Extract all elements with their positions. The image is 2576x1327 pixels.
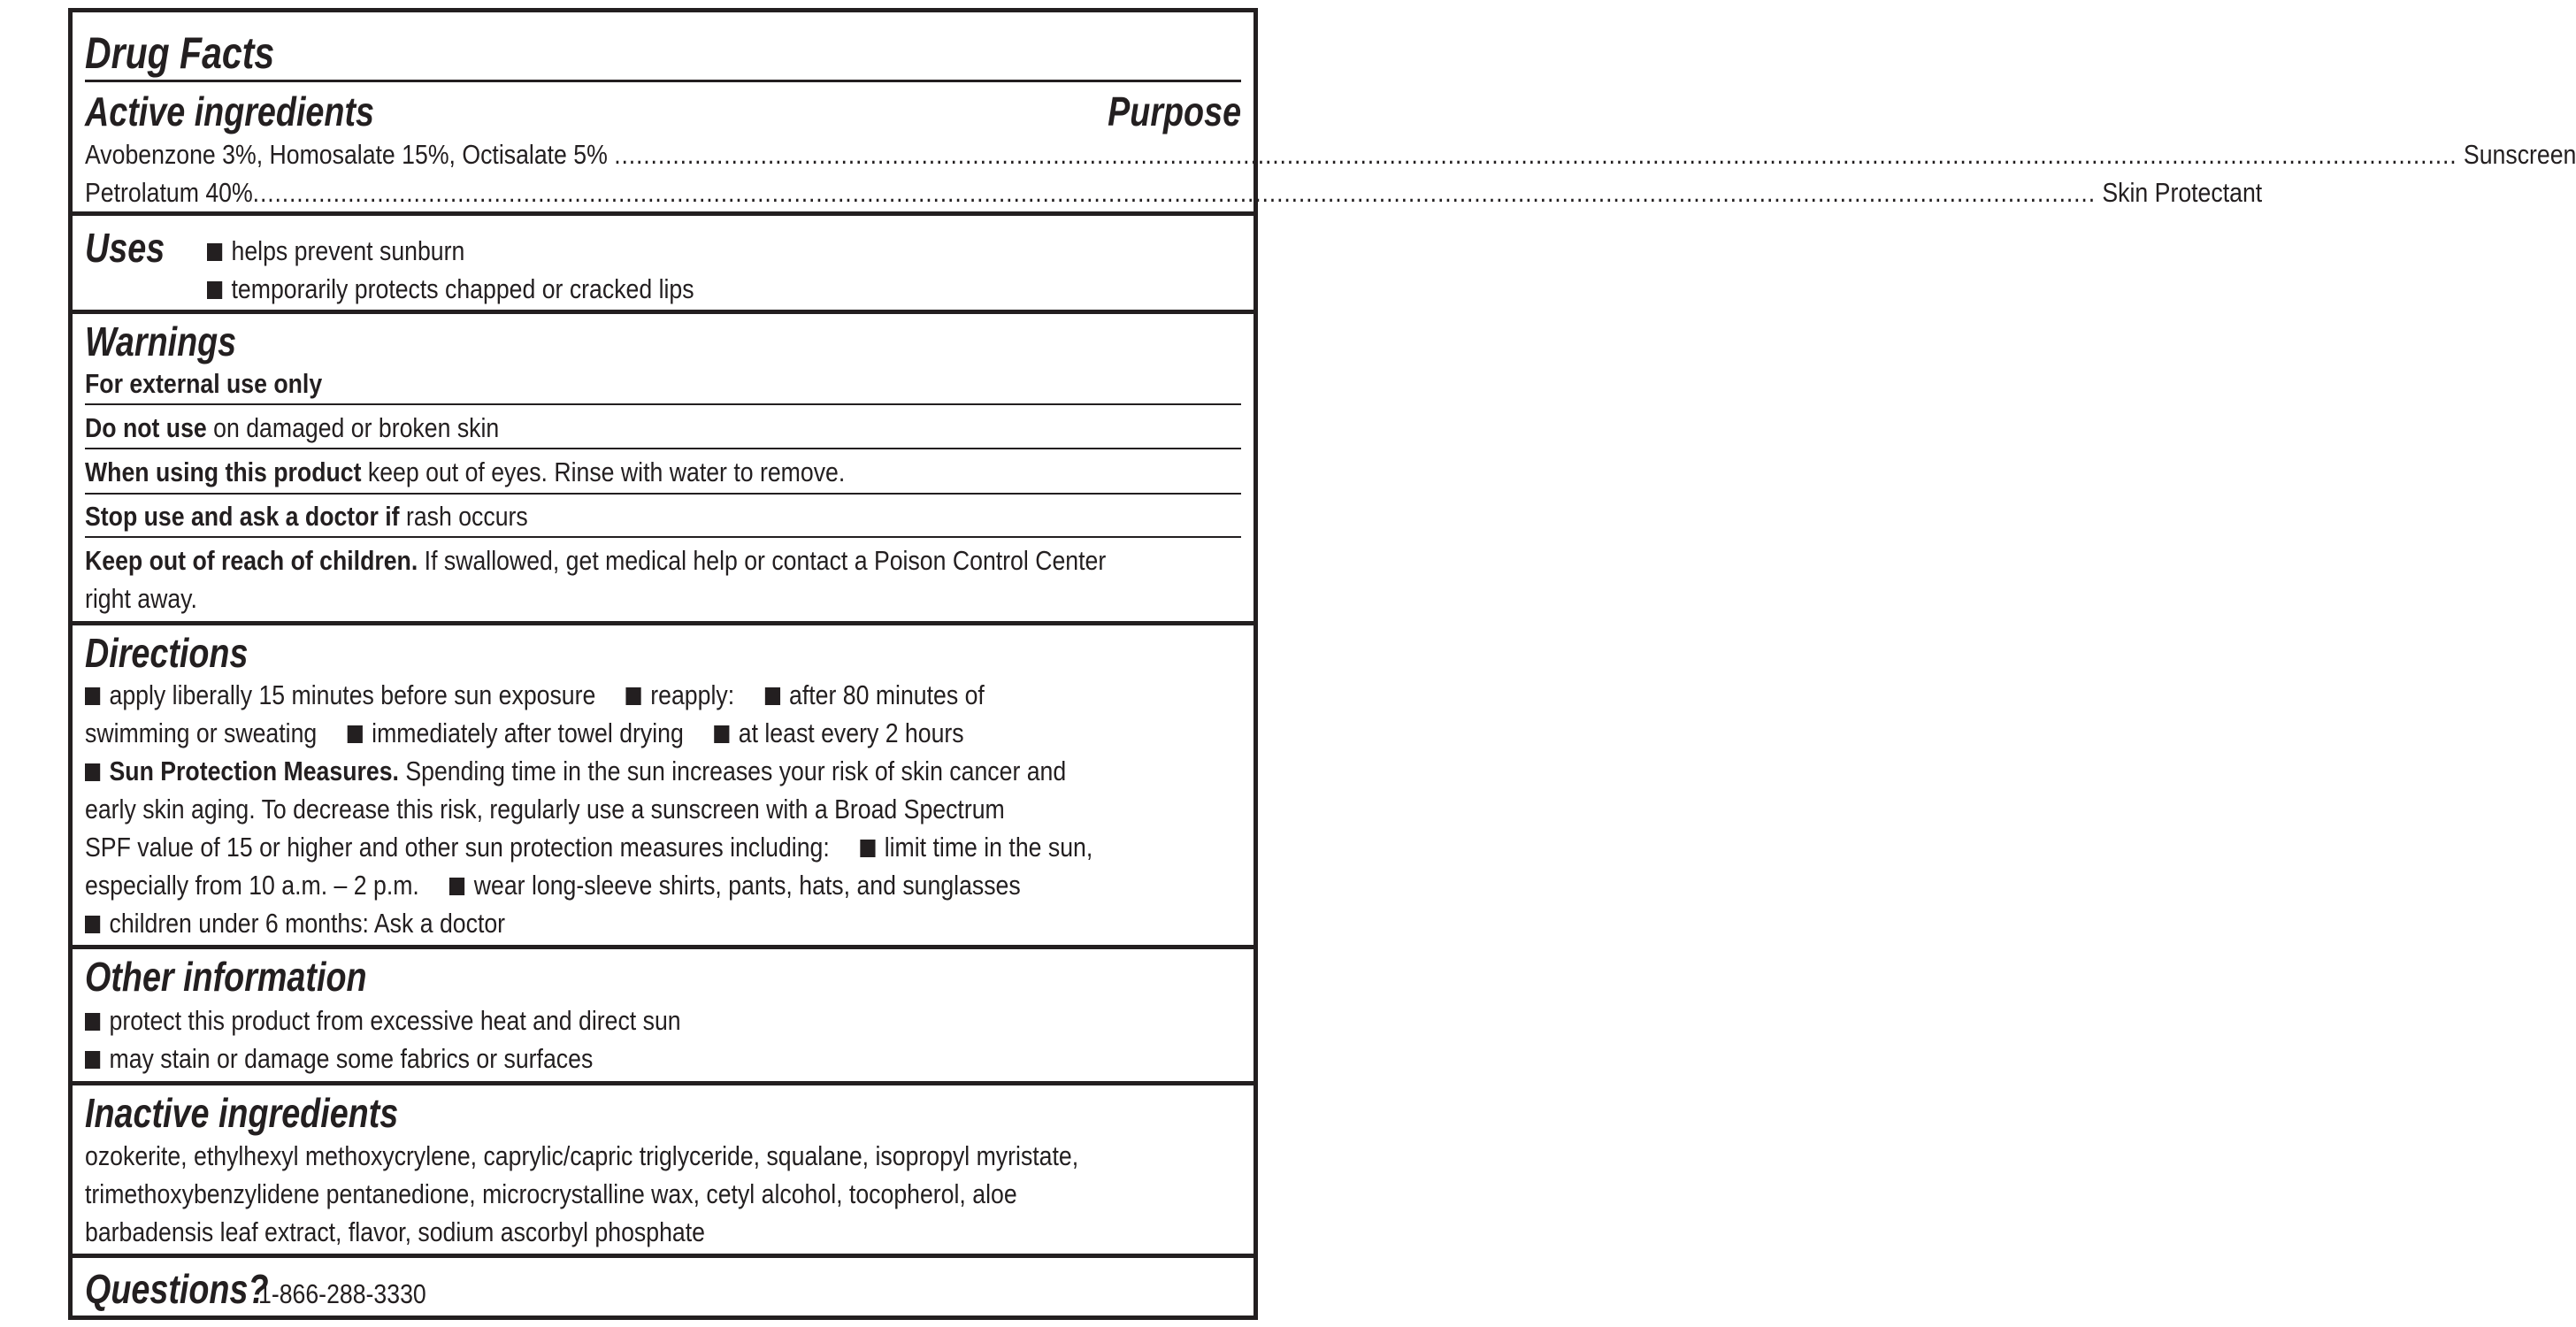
directions-heading: Directions [85, 630, 249, 676]
warning-external: For external use only [85, 368, 323, 399]
warning-keep-out: Keep out of reach of children. If swallowed, get medical help or contact a Poison Control Center right away. [85, 545, 1107, 614]
warning-when-using: When using this product keep out of eyes. Rinse with water to remove. [85, 456, 846, 487]
section-divider [73, 945, 1254, 949]
drug-facts-title: Drug Facts [85, 28, 275, 78]
title-row [85, 30, 1241, 76]
warnings-heading-row [85, 318, 1241, 364]
bullet-square-icon [714, 725, 729, 743]
warning-rule [85, 403, 1241, 405]
warning-rule [85, 493, 1241, 495]
uses-item-1: helps prevent sunburn [207, 232, 1241, 270]
section-divider [73, 211, 1254, 216]
active-row-2 [85, 173, 2263, 211]
drug-facts-panel [68, 8, 2576, 1320]
bullet-square-icon [765, 687, 780, 705]
other-information-heading: Other information [85, 954, 367, 1000]
inactive-ingredients-heading: Inactive ingredients [85, 1090, 399, 1136]
bullet-square-icon [85, 916, 100, 933]
purpose-heading: Purpose [1108, 88, 1241, 134]
section-divider [73, 310, 1254, 314]
other-items: protect this product from excessive heat and direct sun may stain or damage some fabrics or surfaces [85, 1001, 1241, 1078]
phone-number[interactable]: 1-866-288-3330 [258, 1278, 426, 1309]
warning-do-not-use: Do not use on damaged or broken skin [85, 412, 500, 443]
bullet-square-icon [85, 763, 100, 781]
title-rule [85, 80, 1241, 82]
bullet-square-icon [85, 1051, 100, 1069]
inactive-heading-row [85, 1090, 1241, 1136]
section-divider [73, 621, 1254, 625]
bullet-square-icon [449, 878, 464, 895]
warnings-heading: Warnings [85, 318, 237, 364]
directions-body: apply liberally 15 minutes before sun exposure reapply: after 80 minutes of swimming or sweating immediately after towel drying at least every 2 hours Sun Protection Measures. Spending time in the sun increases your risk of skin cancer and early skin aging. To decrease this risk, regularly use a sunscreen with a Broad Spectrum SPF value of 15 or higher and other sun protection measures including: limit time in the sun, especially from 10 a.m. – 2 p.m. wear long-sleeve shirts, pants, hats, and sunglasses children under 6 months: Ask a doctor [85, 679, 1093, 939]
warning-rule [85, 536, 1241, 538]
bullet-square-icon [207, 243, 222, 261]
active-row-1 [85, 135, 2576, 173]
leader-dots: ............................................................................................................................................................................................................................................................ [614, 139, 2457, 170]
warning-stop-use: Stop use and ask a doctor if rash occurs [85, 501, 528, 532]
active-ingredients-heading: Active ingredients [85, 88, 375, 134]
other-heading-row [85, 954, 1241, 1000]
questions-row [85, 1266, 1241, 1313]
active-purpose-2: Skin Protectant [2095, 177, 2263, 208]
bullet-square-icon [348, 725, 363, 743]
section-divider [73, 1254, 1254, 1258]
bullet-square-icon [85, 687, 100, 705]
active-ingredient-2: Petrolatum 40% [85, 177, 253, 208]
questions-heading: Questions? [85, 1266, 269, 1312]
warning-rule [85, 448, 1241, 449]
bullet-square-icon [626, 687, 641, 705]
bullet-square-icon [85, 1013, 100, 1031]
bullet-square-icon [860, 840, 875, 857]
directions-heading-row [85, 630, 1241, 676]
uses-item-2: temporarily protects chapped or cracked lips [207, 270, 1241, 308]
uses-heading: Uses [85, 225, 165, 271]
section-divider [73, 1081, 1254, 1085]
active-heading-row [85, 88, 1241, 134]
inactive-list: ozokerite, ethylhexyl methoxycrylene, caprylic/capric triglyceride, squalane, isopropyl myristate, trimethoxybenzylidene pentanedione, microcrystalline wax, cetyl alcohol, tocopherol, aloe barbadensis leaf extract, flavor, sodium ascorbyl phosphate [85, 1140, 1079, 1247]
active-purpose-1: Sunscreen [2457, 139, 2576, 170]
bullet-square-icon [207, 281, 222, 299]
active-ingredient-1: Avobenzone 3%, Homosalate 15%, Octisalate 5% [85, 139, 615, 170]
leader-dots: ............................................................................................................................................................................................................................................................ [252, 177, 2096, 208]
